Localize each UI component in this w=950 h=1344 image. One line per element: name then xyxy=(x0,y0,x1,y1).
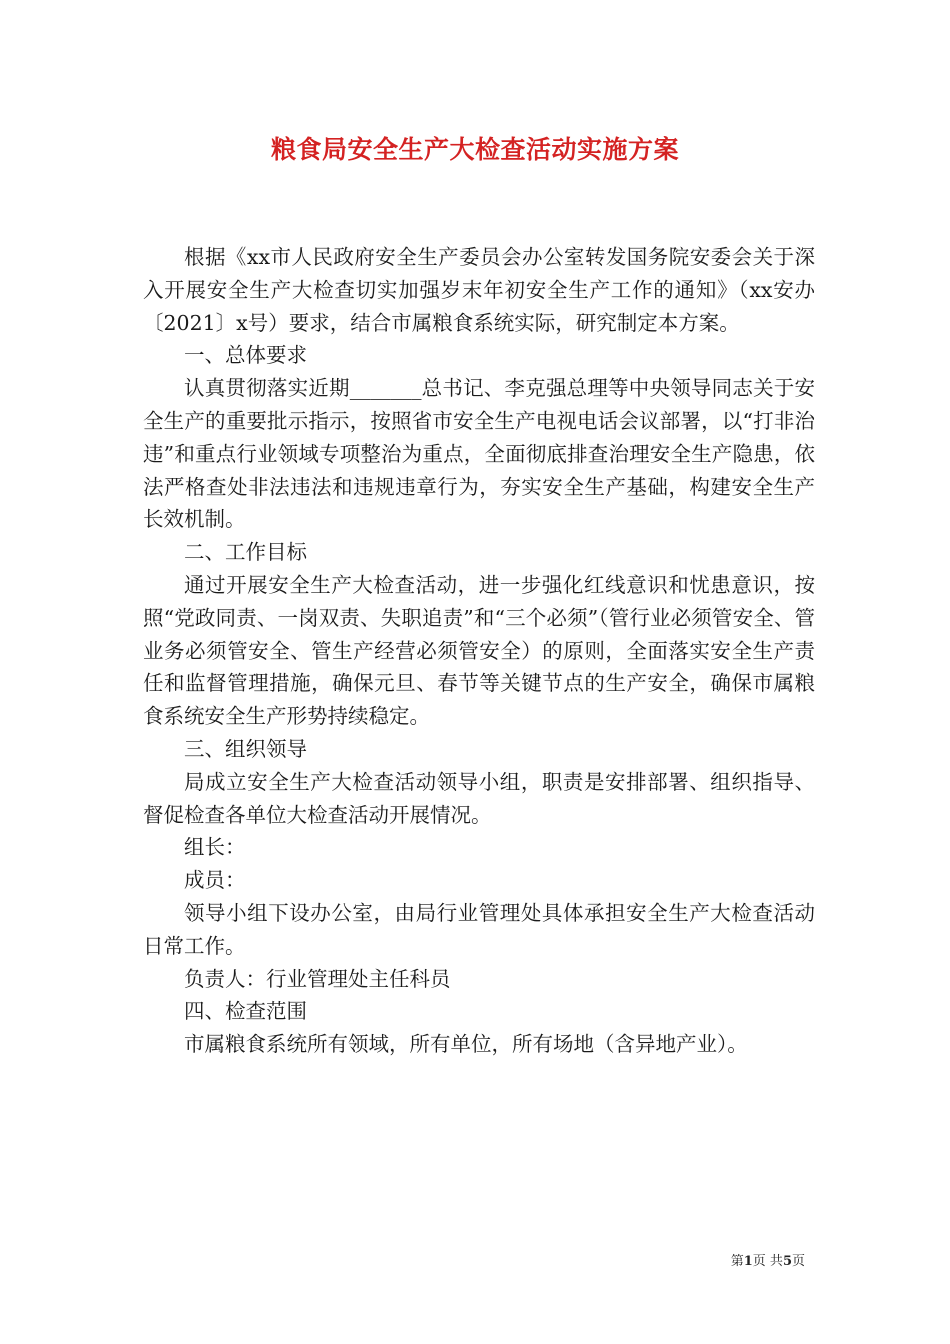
page-footer xyxy=(731,1250,805,1269)
footer-suffix: 页 xyxy=(791,1254,805,1269)
line-responsible-person: 负责人：行业管理处主任科员 xyxy=(184,966,451,991)
paragraph-work-goals: 通过开展安全生产大检查活动，进一步强化红线意识和忧患意识，按照“党政同责、一岗双责、失职追责”和“三个必须”（管行业必须管安全、管业务必须管安全、管生产经营必须管安全）的原则，全面落实安全生产责任和监督管理措施，确保元旦、春节等关键节点的生产安全，确保市属粮食系统安全生产形势持续稳定。 xyxy=(143,572,815,729)
line-group-leader: 组长： xyxy=(184,835,246,860)
heading-organization: 三、组织领导 xyxy=(184,736,307,761)
document-title: 粮食局安全生产大检查活动实施方案 xyxy=(270,135,679,164)
paragraph-overall-requirements: 认真贯彻落实近期_______总书记、李克强总理等中央领导同志关于安全生产的重要批示指示，按照省市安全生产电视电话会议部署，以“打非治违”和重点行业领域专项整治为重点，全面彻底排查治理安全生产隐患，依法严格查处非法违法和违规违章行为，夯实安全生产基础，构建安全生产长效机制。 xyxy=(143,376,815,532)
heading-overall-requirements: 一、总体要求 xyxy=(184,343,307,368)
paragraph-office: 领导小组下设办公室，由局行业管理处具体承担安全生产大检查活动日常工作。 xyxy=(143,900,815,958)
paragraph-inspection-scope: 市属粮食系统所有领域，所有单位，所有场地（含异地产业）。 xyxy=(184,1032,748,1057)
paragraph-intro: 根据《xx市人民政府安全生产委员会办公室转发国务院安委会关于深入开展安全生产大检查切实加强岁末年初安全生产工作的通知》（xx安办〔2021〕x号）要求，结合市属粮食系统实际，研究制定本方案。 xyxy=(143,245,815,335)
footer-page-number: 1 xyxy=(743,1254,753,1269)
footer-middle: 页 共 xyxy=(752,1254,783,1269)
footer-total-pages: 5 xyxy=(782,1254,792,1269)
line-members: 成员： xyxy=(184,868,246,893)
paragraph-organization: 局成立安全生产大检查活动领导小组，职责是安排部署、组织指导、督促检查各单位大检查活动开展情况。 xyxy=(143,769,815,827)
footer-prefix: 第 xyxy=(730,1254,744,1269)
heading-work-goals: 二、工作目标 xyxy=(184,540,307,565)
heading-inspection-scope: 四、检查范围 xyxy=(184,999,307,1024)
document-body xyxy=(143,241,815,1061)
